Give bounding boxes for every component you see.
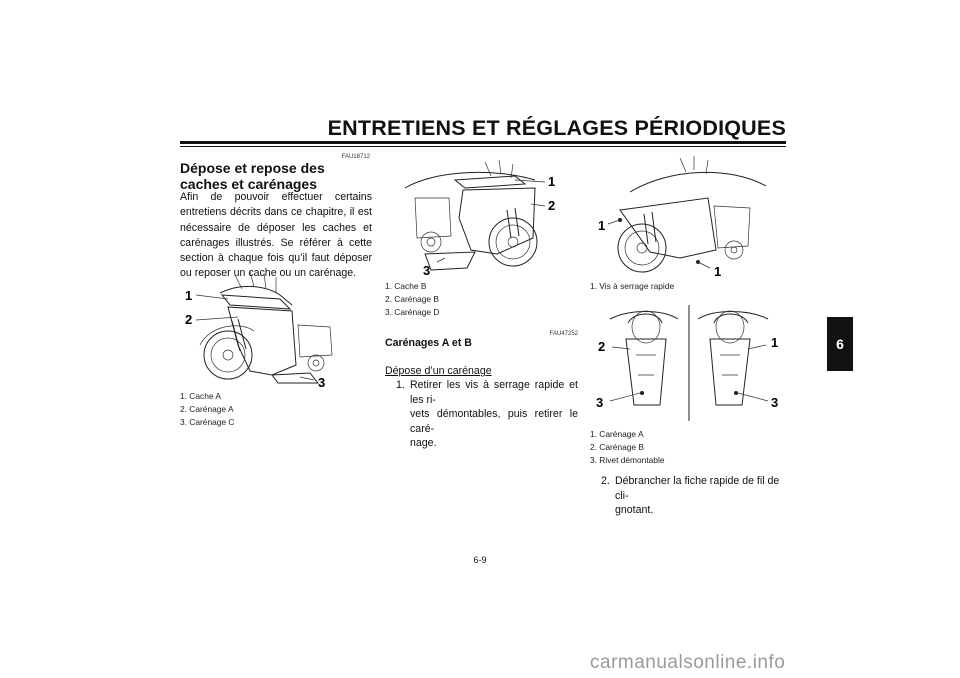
step-number: 2.: [601, 475, 610, 487]
step-number: 1.: [396, 379, 405, 391]
chapter-tab[interactable]: 6: [827, 317, 853, 371]
figure-vis-serrage-rapide: [590, 154, 785, 282]
legend-item: 1. Carénage A: [590, 429, 644, 439]
procedure-step: [601, 474, 783, 516]
legend-item: 3. Rivet démontable: [590, 455, 665, 465]
callout-1: 1: [714, 264, 722, 279]
section-body: Afin de pouvoir effectuer certains entretiens décrits dans ce chapitre, il est nécessaire de déposer les caches et carénages illustrés. Se référer à cette section à chaque fois qu’il faut déposer ou reposer un cache ou un carénage.: [180, 191, 372, 280]
watermark: carmanualsonline.info: [590, 652, 786, 673]
legend-item: 2. Carénage A: [180, 404, 234, 414]
legend-item: 2. Carénage B: [590, 442, 645, 452]
legend-item: 3. Carénage C: [180, 417, 235, 427]
procedure-title: Dépose d’un carénage: [385, 365, 492, 377]
callout-2: 2: [598, 339, 606, 354]
legend-item: 3. Carénage D: [385, 307, 440, 317]
legend-item: 1. Vis à serrage rapide: [590, 281, 675, 291]
section-code: FAU18712: [341, 154, 370, 160]
step-text: vets démontables, puis retirer le caré-: [410, 408, 578, 435]
page-number: 6-9: [473, 555, 487, 565]
figure-cache-b-carenage-b: [385, 158, 575, 278]
step-text: Débrancher la fiche rapide de fil de cli-: [615, 475, 780, 502]
callout-1: 1: [771, 335, 779, 350]
legend-item: 1. Cache B: [385, 281, 427, 291]
step-text: Retirer les vis à serrage rapide et les ri-: [410, 379, 578, 406]
callout-1: 1: [185, 288, 193, 303]
callout-1: 1: [598, 218, 606, 233]
figure-legend: [590, 280, 780, 293]
subsection-title: Carénages A et B: [385, 337, 472, 349]
header-rule-thin: [180, 146, 786, 147]
figure-legend: [180, 390, 370, 429]
step-text: nage.: [410, 437, 437, 449]
callout-3: 3: [596, 395, 604, 410]
callout-1: 1: [548, 174, 556, 189]
procedure-step: [396, 378, 578, 449]
callout-2: 2: [185, 312, 193, 327]
figure-cache-a-carenage-a: [180, 265, 375, 390]
callout-3: 3: [423, 263, 431, 278]
figure-legend: [590, 428, 780, 467]
legend-item: 2. Carénage B: [385, 294, 440, 304]
section-title: Dépose et repose des caches et carénages: [180, 160, 325, 192]
callout-3: 3: [771, 395, 779, 410]
legend-item: 1. Cache A: [180, 391, 221, 401]
page-header-title: ENTRETIENS ET RÉGLAGES PÉRIODIQUES: [327, 116, 786, 140]
section-code: FAU47252: [549, 331, 578, 337]
step-text: gnotant.: [615, 504, 654, 516]
figure-legend: [385, 280, 575, 319]
header-rule: [180, 141, 786, 144]
callout-2: 2: [548, 198, 556, 213]
callout-3: 3: [318, 375, 326, 390]
figure-carenage-rivets: [590, 305, 785, 423]
